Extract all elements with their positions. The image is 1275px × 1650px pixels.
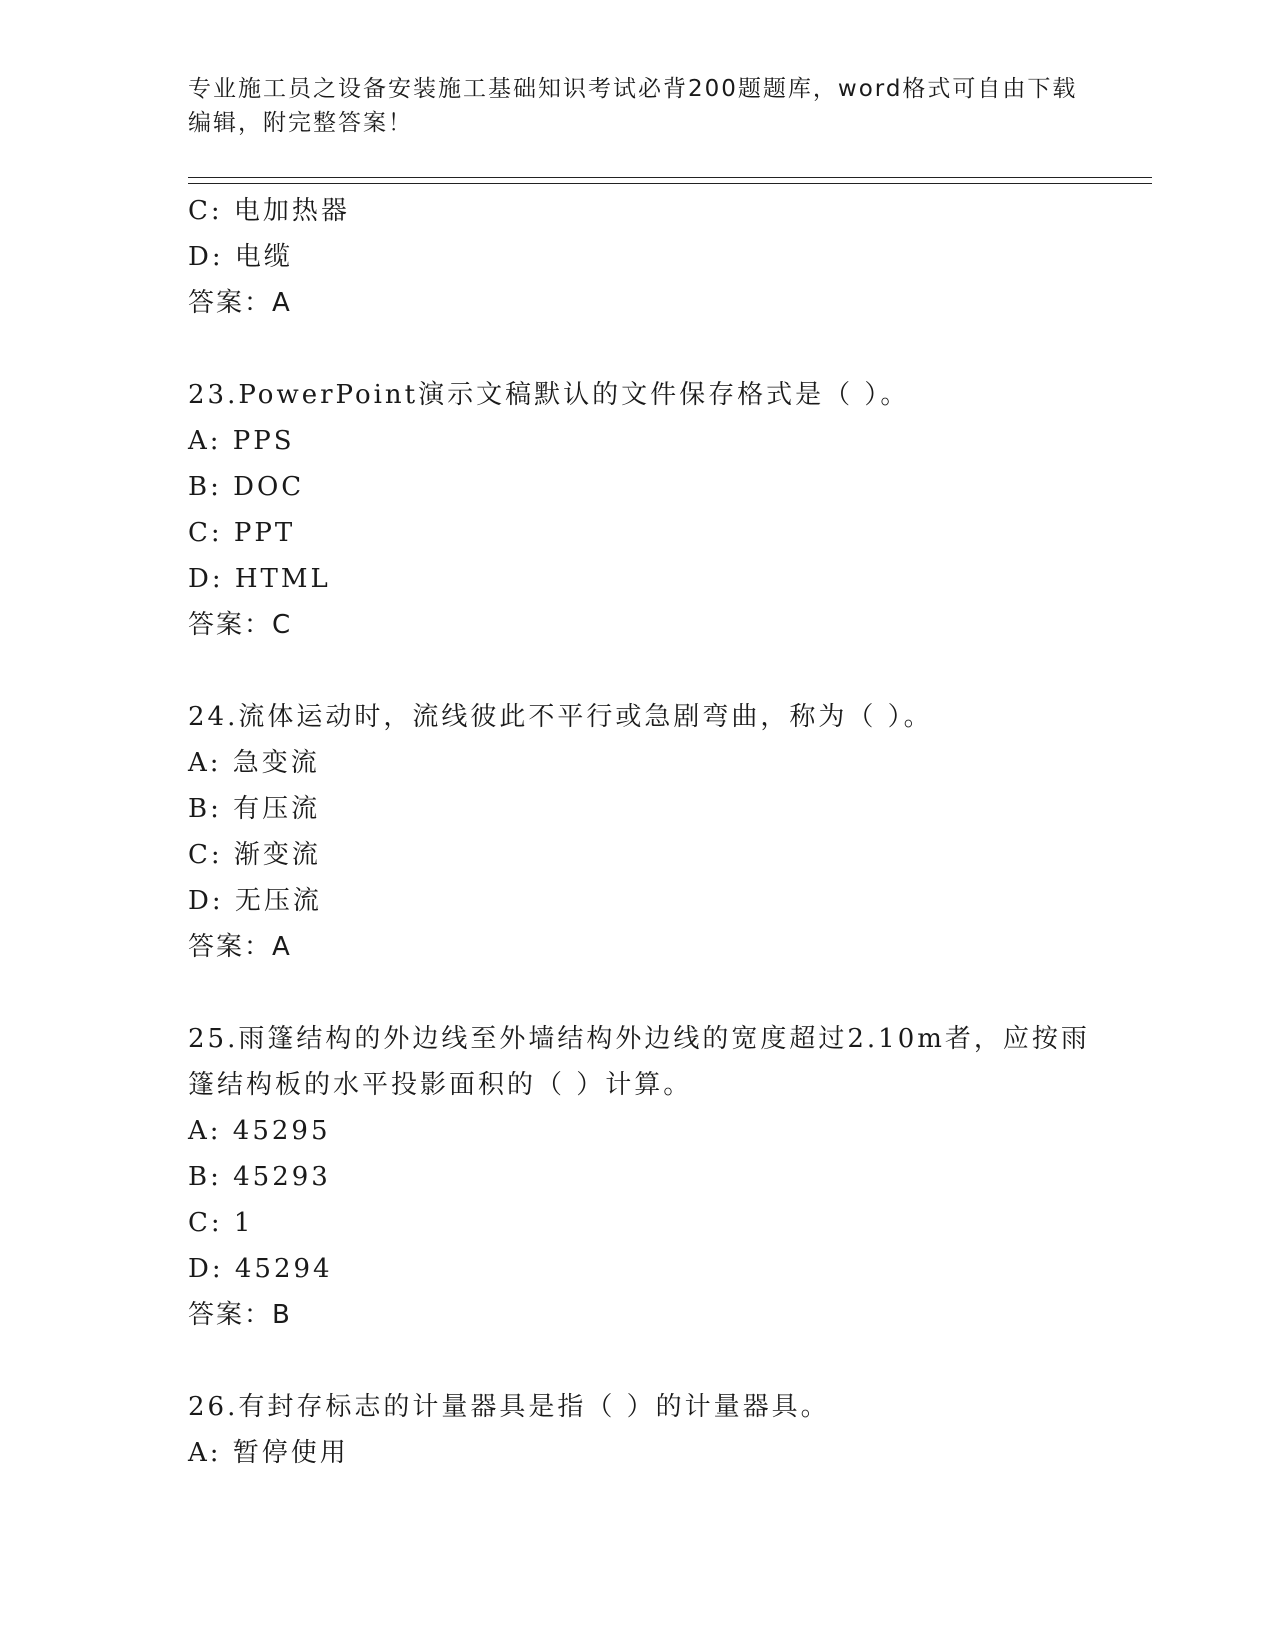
option-a: A: 暂停使用 xyxy=(188,1438,349,1468)
answer: 答案：A xyxy=(188,932,292,962)
question-list xyxy=(188,188,1088,1476)
option-c: C: 1 xyxy=(188,1208,254,1238)
option-b: B: 45293 xyxy=(188,1162,331,1192)
question-stem: 26.有封存标志的计量器具是指（ ）的计量器具。 xyxy=(188,1392,830,1422)
spacer xyxy=(188,1338,1088,1384)
question-stem-line2: 篷结构板的水平投影面积的（ ）计算。 xyxy=(188,1070,693,1100)
question-23 xyxy=(188,372,1088,648)
option-c: C: 渐变流 xyxy=(188,840,321,870)
question-stem: 24.流体运动时，流线彼此不平行或急剧弯曲，称为（ ）。 xyxy=(188,702,933,732)
option-b: B: 有压流 xyxy=(188,794,321,824)
option-d: D: 45294 xyxy=(188,1254,333,1284)
option-d: D: 电缆 xyxy=(188,242,293,272)
option-d: D: HTML xyxy=(188,564,331,594)
option-d: D: 无压流 xyxy=(188,886,322,916)
answer: 答案：A xyxy=(188,288,292,318)
option-b: B: DOC xyxy=(188,472,305,502)
spacer xyxy=(188,970,1088,1016)
option-a: A: 45295 xyxy=(188,1116,331,1146)
answer: 答案：C xyxy=(188,610,293,640)
spacer xyxy=(188,326,1088,372)
question-26 xyxy=(188,1384,1088,1476)
header-title-line2: 编辑，附完整答案！ xyxy=(188,110,413,136)
question-25 xyxy=(188,1016,1088,1338)
header-divider-bottom xyxy=(188,183,1152,184)
answer: 答案：B xyxy=(188,1300,292,1330)
option-c: C: 电加热器 xyxy=(188,196,350,226)
spacer xyxy=(188,648,1088,694)
header-divider-top xyxy=(188,177,1152,178)
question-22 xyxy=(188,188,1088,326)
question-stem-line1: 25.雨篷结构的外边线至外墙结构外边线的宽度超过2.10m者，应按雨 xyxy=(188,1024,1090,1054)
document-header xyxy=(188,72,1088,140)
option-a: A: 急变流 xyxy=(188,748,320,778)
header-title-line1: 专业施工员之设备安装施工基础知识考试必背200题题库，word格式可自由下载 xyxy=(188,76,1078,102)
option-c: C: PPT xyxy=(188,518,296,548)
question-stem: 23.PowerPoint演示文稿默认的文件保存格式是（ ）。 xyxy=(188,380,910,410)
option-a: A: PPS xyxy=(188,426,295,456)
question-24 xyxy=(188,694,1088,970)
